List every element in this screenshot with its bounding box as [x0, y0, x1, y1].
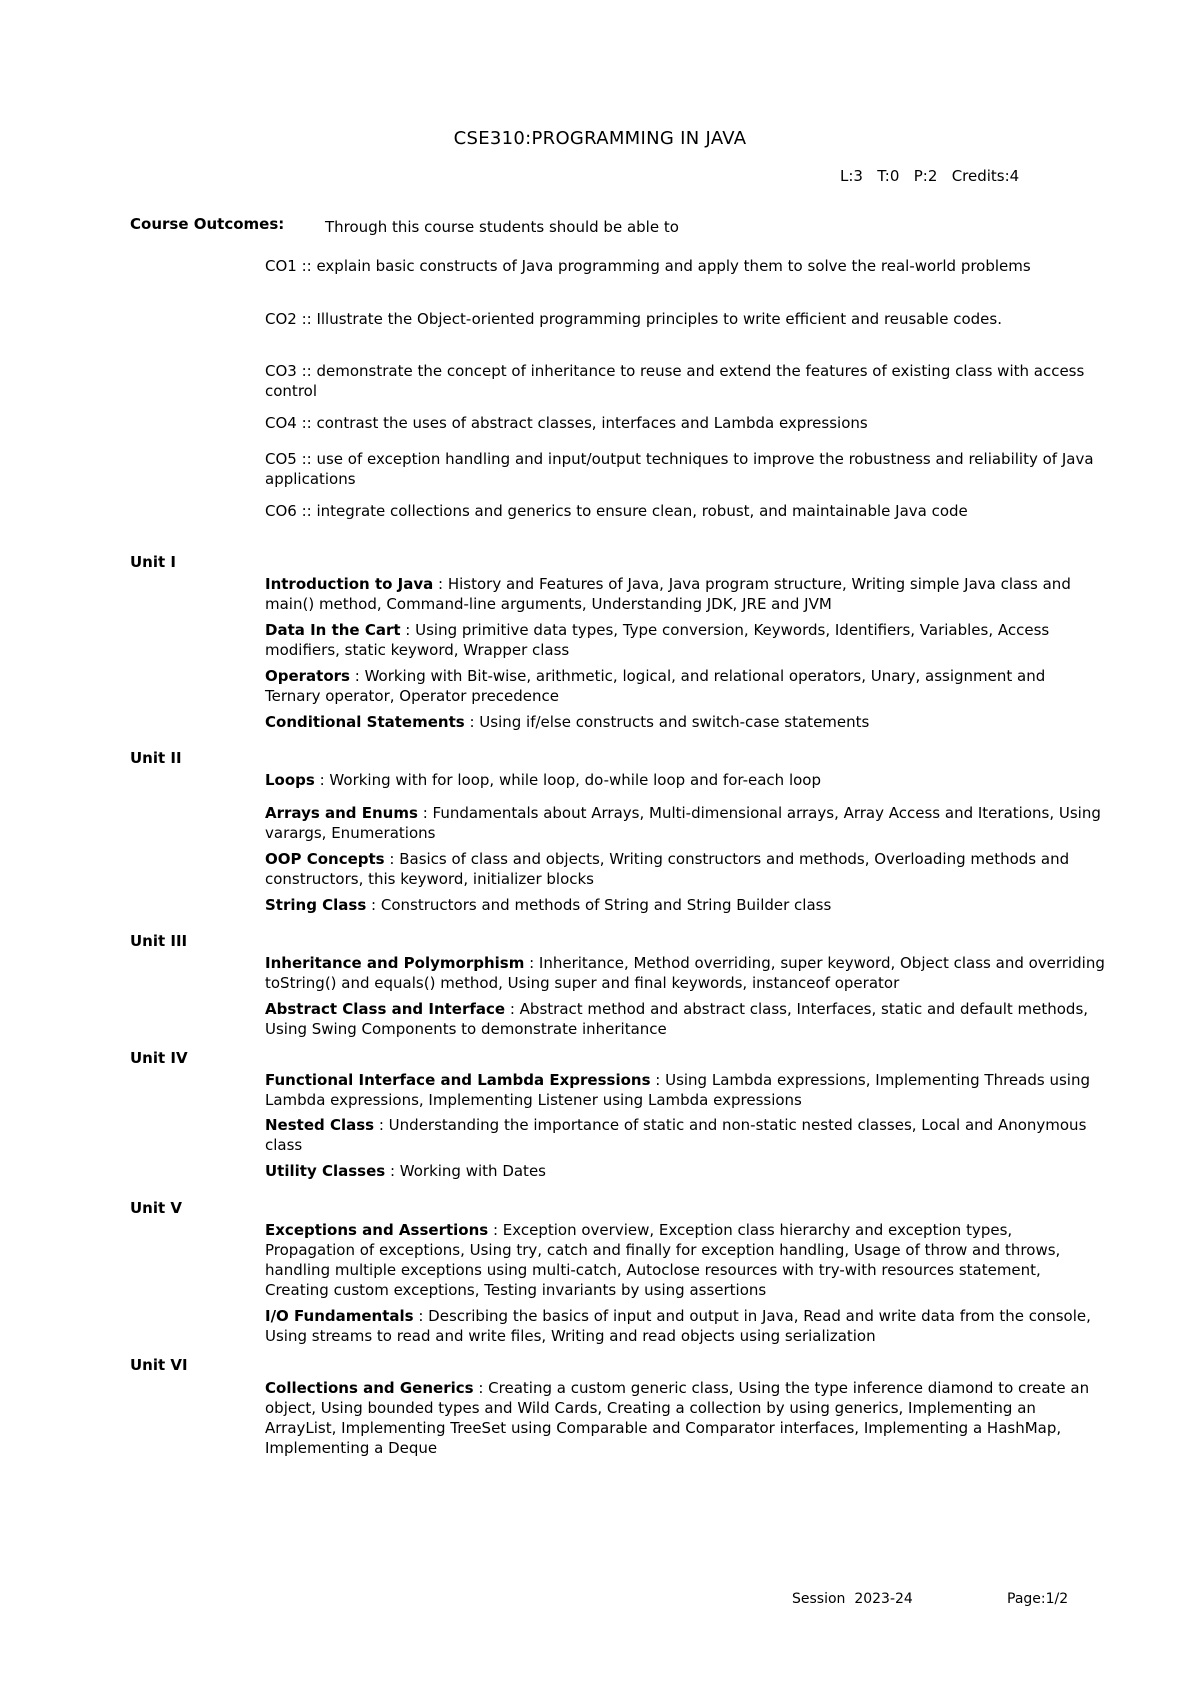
- topic-item: [265, 1115, 1105, 1155]
- topic-text: : Basics of class and objects, Writing constructors and methods, Overloading methods and constructors, this keyword, initializer blocks: [265, 850, 1070, 888]
- course-outcome-item: CO1 :: explain basic constructs of Java programming and apply them to solve the real-world problems: [265, 257, 1031, 275]
- topic-text: : Abstract method and abstract class, Interfaces, static and default methods, Using Swing Components to demonstrate inheritance: [265, 1000, 1089, 1038]
- topic-text: : Fundamentals about Arrays, Multi-dimensional arrays, Array Access and Iterations, Using varargs, Enumerations: [265, 804, 1101, 842]
- topic-heading: Nested Class: [265, 1116, 375, 1134]
- credits: Credits:4: [951, 167, 1020, 185]
- course-outcome-item: CO4 :: contrast the uses of abstract classes, interfaces and Lambda expressions: [265, 414, 868, 432]
- unit-heading: Unit I: [130, 553, 176, 571]
- topic-item: [265, 620, 1105, 660]
- topic-text: : Describing the basics of input and output in Java, Read and write data from the console, Using streams to read and write files, Writing and read objects using serialization: [265, 1307, 1091, 1345]
- session-value: 2023-24: [854, 1591, 913, 1607]
- unit-heading: Unit III: [130, 932, 188, 950]
- topic-heading: Functional Interface and Lambda Expressions: [265, 1071, 651, 1089]
- topic-text: : History and Features of Java, Java program structure, Writing simple Java class and main() method, Command-line arguments, Understanding JDK, JRE and JVM: [265, 575, 1071, 613]
- topic-heading: OOP Concepts: [265, 850, 385, 868]
- topic-heading: Conditional Statements: [265, 713, 465, 731]
- topic-heading: Arrays and Enums: [265, 804, 418, 822]
- topic-item: [265, 1306, 1105, 1346]
- topic-item: [265, 895, 1105, 915]
- topic-heading: Data In the Cart: [265, 621, 401, 639]
- topic-heading: Exceptions and Assertions: [265, 1221, 489, 1239]
- topic-heading: Abstract Class and Interface: [265, 1000, 506, 1018]
- topic-text: : Using if/else constructs and switch-case statements: [464, 713, 870, 731]
- topic-heading: I/O Fundamentals: [265, 1307, 414, 1325]
- topic-item: [265, 666, 1105, 706]
- topic-heading: Utility Classes: [265, 1162, 386, 1180]
- topic-item: [265, 1220, 1105, 1300]
- practical-hours: P:2: [913, 167, 938, 185]
- topic-text: : Exception overview, Exception class hierarchy and exception types, Propagation of exceptions, Using try, catch and finally for exception handling, Usage of throw and throws, handling multiple exceptions using multi-catch, Autoclose resources with try-with resources statement, Creating custom exceptions, Testing invariants by using assertions: [265, 1221, 1061, 1299]
- unit-heading: Unit VI: [130, 1356, 188, 1374]
- topic-text: : Working with Bit-wise, arithmetic, logical, and relational operators, Unary, assignment and Ternary operator, Operator precedence: [265, 667, 1046, 705]
- unit-heading: Unit IV: [130, 1049, 188, 1067]
- topic-item: [265, 803, 1105, 843]
- topic-text: : Inheritance, Method overriding, super keyword, Object class and overriding toString() and equals() method, Using super and final keywords, instanceof operator: [265, 954, 1105, 992]
- topic-heading: Loops: [265, 771, 315, 789]
- topic-heading: Introduction to Java: [265, 575, 434, 593]
- credit-structure: [840, 167, 1019, 185]
- unit-heading: Unit V: [130, 1199, 183, 1217]
- topic-item: [265, 712, 1105, 732]
- topic-text: : Understanding the importance of static and non-static nested classes, Local and Anonymous class: [265, 1116, 1087, 1154]
- topic-item: [265, 849, 1105, 889]
- page-title: CSE310:PROGRAMMING IN JAVA: [453, 128, 747, 149]
- topic-text: : Constructors and methods of String and String Builder class: [366, 896, 832, 914]
- course-outcomes-label: Course Outcomes:: [130, 215, 285, 233]
- course-outcome-item: CO2 :: Illustrate the Object-oriented programming principles to write efficient and reusable codes.: [265, 310, 1002, 328]
- topic-text: : Using Lambda expressions, Implementing Threads using Lambda expressions, Implementing Listener using Lambda expressions: [265, 1071, 1090, 1109]
- topic-item: [265, 953, 1105, 993]
- topic-item: [265, 1070, 1105, 1110]
- topic-item: [265, 1378, 1105, 1458]
- tutorial-hours: T:0: [877, 167, 900, 185]
- topic-item: [265, 999, 1105, 1039]
- course-outcomes-intro: Through this course students should be able to: [325, 218, 679, 236]
- page-number: Page:1/2: [1007, 1591, 1069, 1607]
- course-outcome-item: CO6 :: integrate collections and generics to ensure clean, robust, and maintainable Java code: [265, 502, 968, 520]
- session-label: Session: [792, 1591, 846, 1607]
- course-outcome-item: CO3 :: demonstrate the concept of inheritance to reuse and extend the features of existing class with access control: [265, 362, 1085, 400]
- topic-heading: Operators: [265, 667, 350, 685]
- lecture-hours: L:3: [840, 167, 863, 185]
- session-info: [792, 1591, 913, 1607]
- topic-text: : Creating a custom generic class, Using the type inference diamond to create an object, Using bounded types and Wild Cards, Creating a collection by using generics, Implementing an ArrayList, Implementing TreeSet using Comparable and Comparator interfaces, Implementing a HashMap, Implementing a Deque: [265, 1379, 1090, 1457]
- topic-heading: String Class: [265, 896, 367, 914]
- topic-heading: Inheritance and Polymorphism: [265, 954, 525, 972]
- topic-item: [265, 1161, 1105, 1181]
- topic-heading: Collections and Generics: [265, 1379, 474, 1397]
- topic-text: : Working with for loop, while loop, do-while loop and for-each loop: [314, 771, 821, 789]
- course-outcome-item: CO5 :: use of exception handling and input/output techniques to improve the robustness and reliability of Java applications: [265, 450, 1094, 488]
- unit-heading: Unit II: [130, 749, 182, 767]
- topic-item: [265, 770, 1105, 790]
- topic-item: [265, 574, 1105, 614]
- topic-text: : Using primitive data types, Type conversion, Keywords, Identifiers, Variables, Access modifiers, static keyword, Wrapper class: [265, 621, 1050, 659]
- topic-text: : Working with Dates: [385, 1162, 546, 1180]
